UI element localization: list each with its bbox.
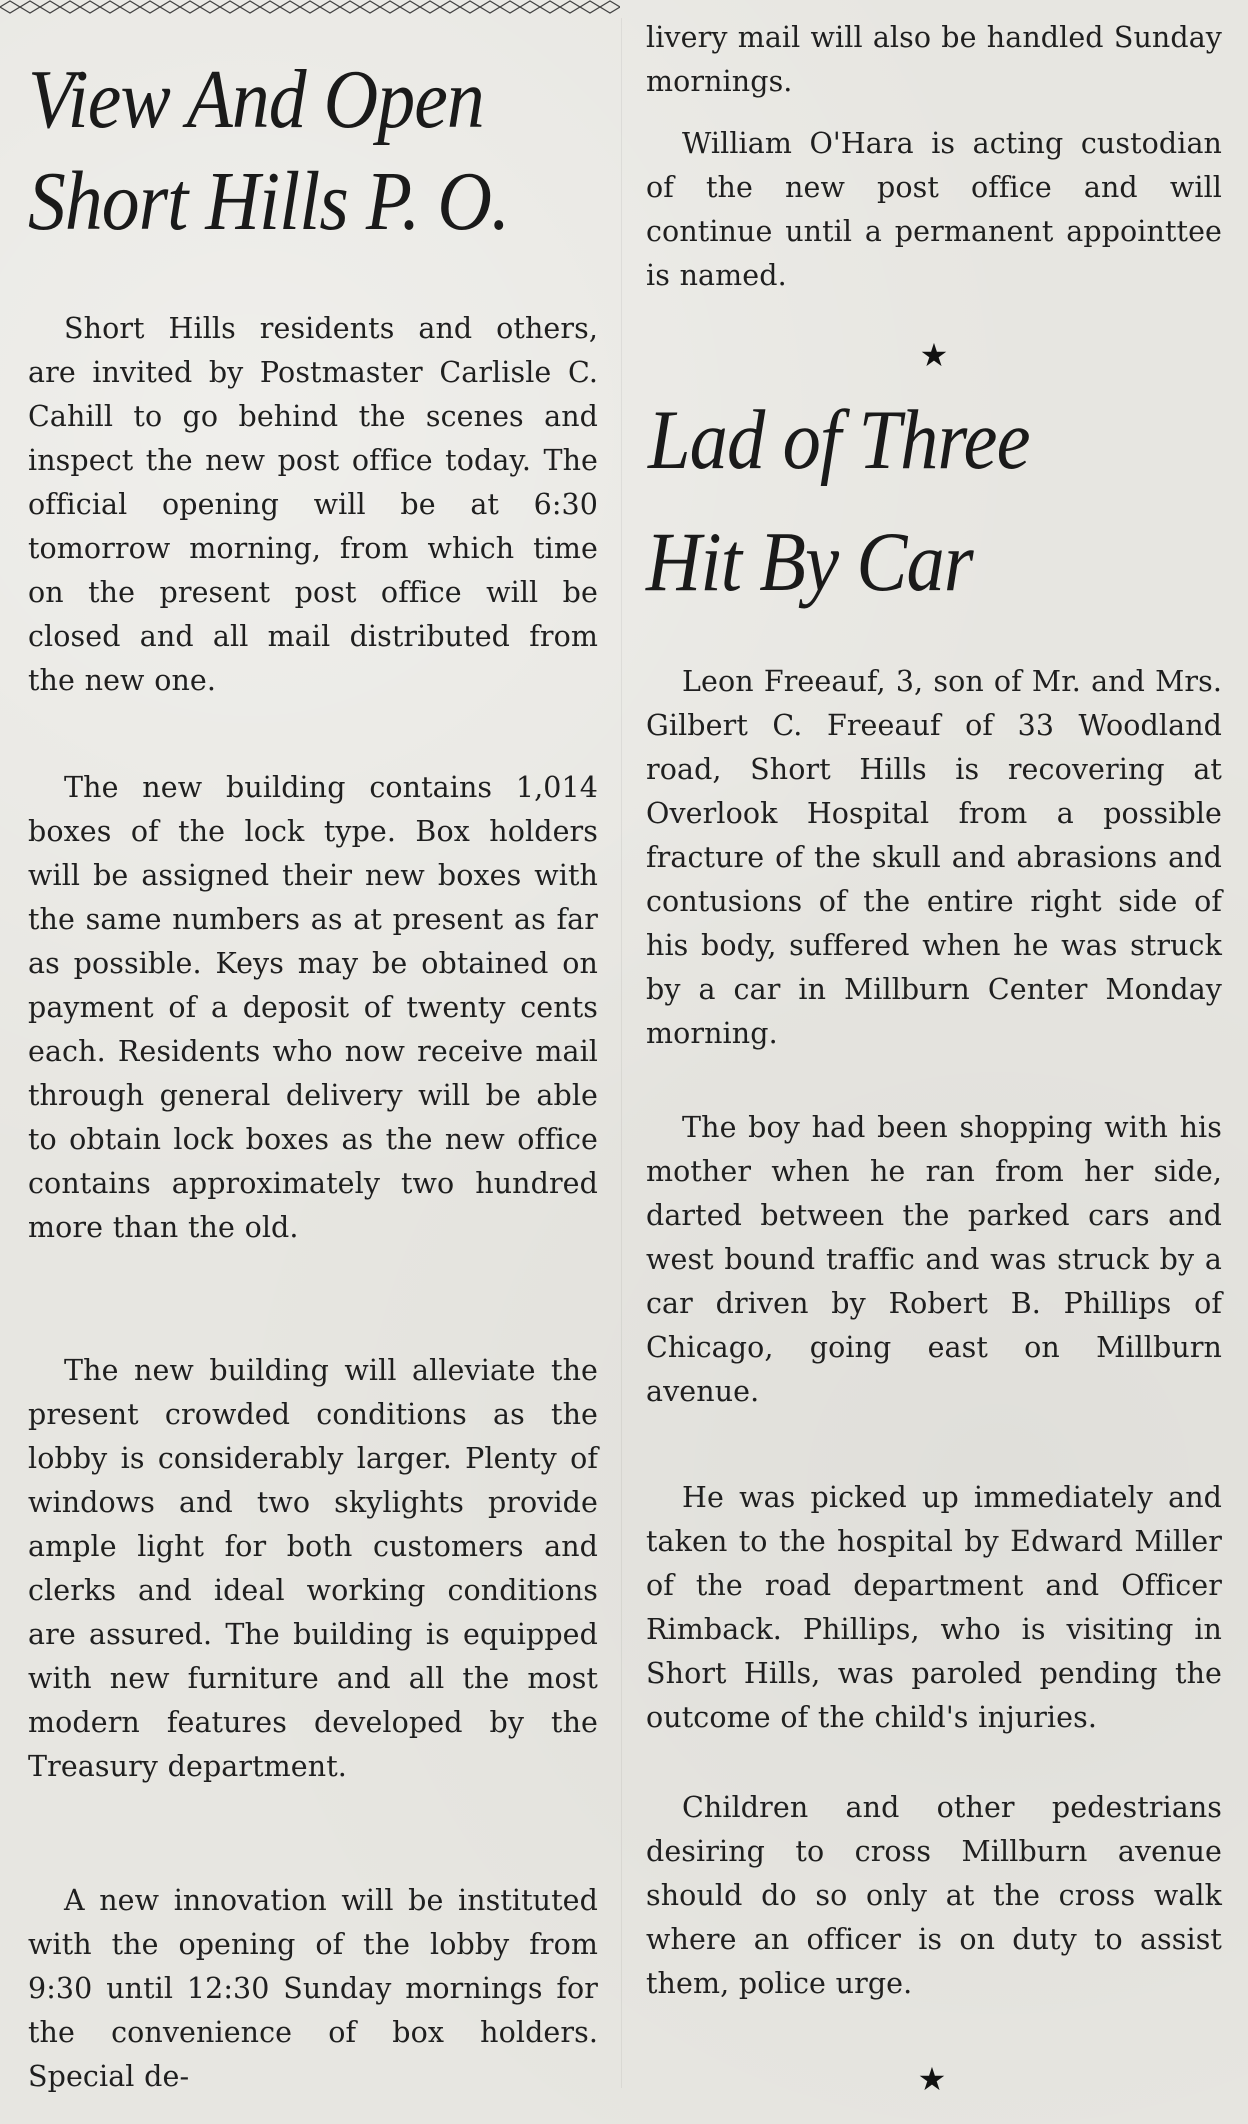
article-paragraph: He was picked up immediately and taken to the hospital by Edward Miller of the road department and Officer Rimback. Phillips, who is visiting in Short Hills, was paroled pending the outcome of the child's injuries. bbox=[646, 1481, 1222, 1734]
article-paragraph: Short Hills residents and others, are invited by Postmaster Carlisle C. Cahill to go behind the scenes and inspect the new post office today. The official opening will be at 6:30 tomorrow morning, from which time on the present post office will be closed and all mail distributed from the new one. bbox=[28, 312, 598, 697]
article-paragraph: Leon Freeauf, 3, son of Mr. and Mrs. Gilbert C. Freeauf of 33 Woodland road, Short Hills is recovering at Overlook Hospital from a possible fracture of the skull and abrasions and contusions of the entire right side of his body, suffered when he was struck by a car in Millburn Center Monday morning. bbox=[646, 665, 1222, 1050]
article-paragraph: The boy had been shopping with his mother when he ran from her side, darted between the parked cars and west bound traffic and was struck by a car driven by Robert B. Phillips of Chicago, going east on Millburn avenue. bbox=[646, 1111, 1222, 1408]
headline-post-office-line-2: Short Hills P. O. bbox=[28, 155, 510, 248]
article-paragraph: The new building contains 1,014 boxes of the lock type. Box holders will be assigned their new boxes with the same numbers as at present as far as possible. Keys may be obtained on payment of a deposit of twenty cents each. Residents who now receive mail through general delivery will be able to obtain lock boxes as the new office contains approximately two hundred more than the old. bbox=[28, 771, 598, 1244]
top-border-ornament bbox=[0, 0, 620, 14]
article-paragraph: William O'Hara is acting custodian of the new post office and will continue until a permanent appointtee is named. bbox=[646, 127, 1222, 292]
separator-star: ★ bbox=[919, 336, 949, 374]
column-divider bbox=[621, 18, 622, 2088]
article-paragraph: Children and other pedestrians desiring to cross Millburn avenue should do so only at the cross walk where an officer is on duty to assist them, police urge. bbox=[646, 1791, 1222, 2000]
article-paragraph: The new building will alleviate the present crowded conditions as the lobby is considerably larger. Plenty of windows and two skylights provide ample light for both customers and clerks and ideal working conditions are assured. The building is equipped with new furniture and all the most modern features developed by the Treasury department. bbox=[28, 1354, 598, 1783]
headline-post-office-line-1: View And Open bbox=[28, 53, 484, 146]
headline-accident-line-1: Lad of Three bbox=[648, 393, 1030, 487]
article-continuation: livery mail will also be handled Sunday mornings. bbox=[646, 21, 1222, 98]
separator-star: ★ bbox=[917, 2060, 947, 2098]
article-paragraph: A new innovation will be instituted with the opening of the lobby from 9:30 until 12:30 Sunday mornings for the convenience of box holders. Special de- bbox=[28, 1884, 598, 2093]
headline-accident-line-2: Hit By Car bbox=[646, 515, 973, 609]
